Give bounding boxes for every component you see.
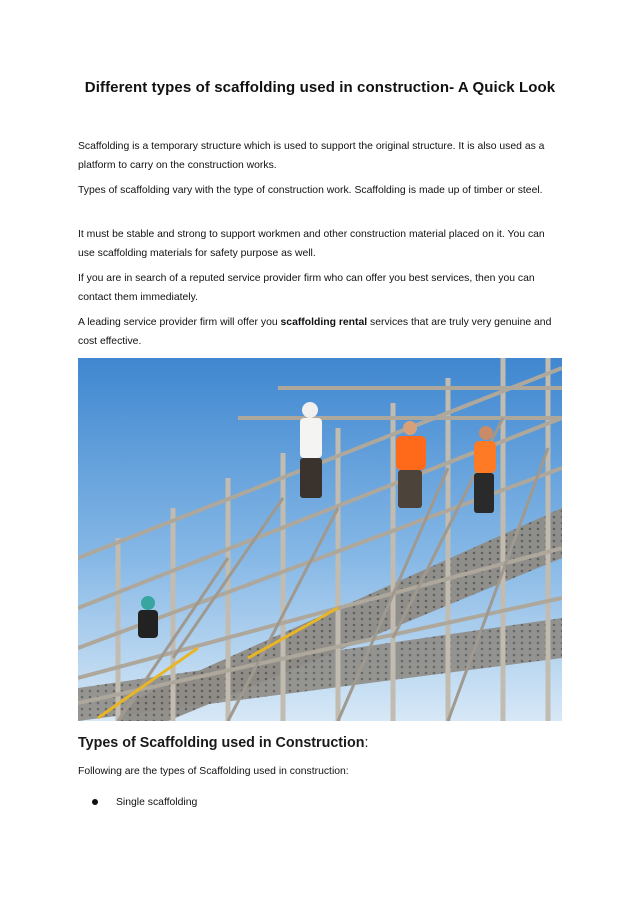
section-heading-colon: :	[364, 735, 369, 751]
rental-text-before: A leading service provider firm will offer you	[78, 317, 281, 328]
section-heading-text: Types of Scaffolding used in Construction	[78, 735, 365, 751]
rental-text-after: services that are truly very genuine and cost effective.	[78, 317, 552, 347]
section-heading	[78, 735, 368, 751]
page-title: Different types of scaffolding used in construction- A Quick Look	[84, 79, 556, 96]
scaffolding-photo	[78, 358, 562, 721]
rental-keyword: scaffolding rental	[280, 317, 368, 328]
paragraph-definition: Scaffolding is a temporary structure which is used to support the original structure. It is also used as a platform to carry on the construction works.	[78, 141, 545, 171]
list-item-label: Single scaffolding	[116, 797, 198, 808]
paragraph-rental	[78, 314, 563, 351]
paragraph-provider: If you are in search of a reputed service provider firm who can offer you best services, then you can contact them immediately.	[78, 273, 535, 303]
paragraph-stability: It must be stable and strong to support workmen and other construction material placed on it. You can use scaffolding materials for safety purpose as well.	[78, 229, 545, 259]
bullet-icon	[92, 799, 98, 805]
paragraph-types: Types of scaffolding vary with the type of construction work. Scaffolding is made up of timber or steel.	[78, 185, 543, 196]
types-intro: Following are the types of Scaffolding used in construction:	[78, 766, 349, 777]
